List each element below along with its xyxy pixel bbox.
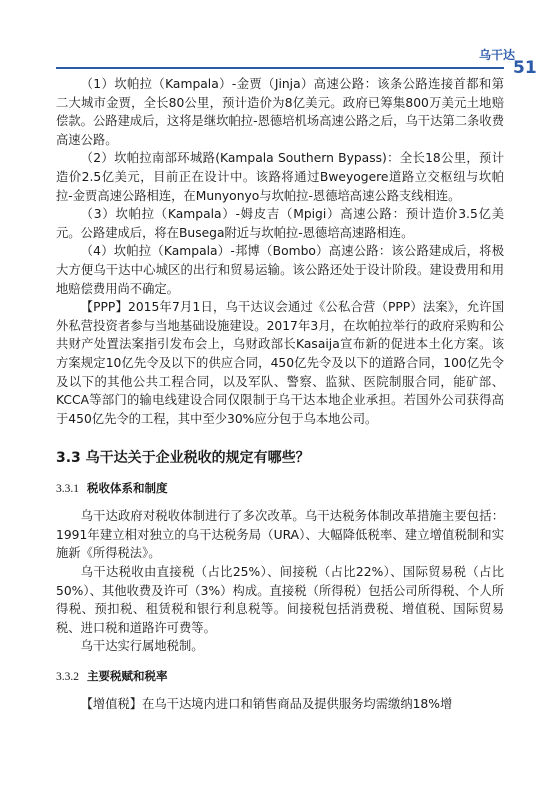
- paragraph-kampala-jinja: （1）坎帕拉（Kampala）-金贾（Jinja）高速公路：该条公路连接首都和第二大城市金贾，全长80公里，预计造价为8亿美元。政府已筹集800万美元土地赔偿款。公路建成后，这将是继坎帕拉-恩德培机场高速公路之后，乌干达第二条收费高速公路。: [56, 77, 504, 147]
- subsection-title-tax-rates: [56, 668, 504, 685]
- subsection-text: 主要税赋和税率: [87, 669, 168, 684]
- header-rule: [56, 67, 504, 69]
- paragraph-territorial-tax: 乌干达实行属地税制。: [80, 639, 204, 654]
- subsection-number: 3.3.1: [56, 483, 79, 496]
- subsection-number: 3.3.2: [56, 671, 79, 684]
- page-body: [56, 75, 504, 714]
- paragraph-kampala-mpigi: （3）坎帕拉（Kampala）-姆皮吉（Mpigi）高速公路：预计造价3.5亿美元。公路建成后，将在Busega附近与坎帕拉-恩德培高速路相连。: [56, 207, 504, 240]
- subsection-title-tax-system: [56, 480, 504, 497]
- paragraph-vat: 【增值税】在乌干达境内进口和销售商品及提供服务均需缴纳18%增: [80, 697, 453, 712]
- page-number: 51: [513, 58, 537, 78]
- paragraph-southern-bypass: （2）坎帕拉南部环城路(Kampala Southern Bypass)：全长18公里，预计造价2.5亿美元，目前正在设计中。该路将通过Bweyogere道路立交枢纽与坎帕拉-金贾高速公路相连，在Munyonyo与坎帕拉-恩德培高速公路支线相连。: [56, 151, 504, 203]
- running-header-country: 乌干达: [479, 48, 516, 62]
- subsection-text: 税收体系和制度: [87, 481, 168, 496]
- paragraph-kampala-bombo: （4）坎帕拉（Kampala）-邦博（Bombo）高速公路：该公路建成后，将极大方便乌干达中心城区的出行和贸易运输。该公路还处于设计阶段。建设费用和用地赔偿费用尚不确定。: [56, 244, 504, 296]
- section-title: 3.3 乌干达关于企业税收的规定有哪些？: [56, 450, 310, 467]
- paragraph-tax-composition: 乌干达税收由直接税（占比25%）、间接税（占比22%）、国际贸易税（占比50%）、其他收费及许可（3%）构成。直接税（所得税）包括公司所得税、个人所得税、预扣税、租赁税和银行利息税等。间接税包括消费税、增值税、国际贸易税、进口税和道路许可费等。: [56, 565, 504, 635]
- paragraph-tax-reform: 乌干达政府对税收体制进行了多次改革。乌干达税务体制改革措施主要包括：1991年建立相对独立的乌干达税务局（URA）、大幅降低税率、建立增值税制和实施新《所得税法》。: [56, 509, 504, 561]
- paragraph-ppp: 【PPP】2015年7月1日，乌干达议会通过《公私合营（PPP）法案》，允许国外私营投资者参与当地基础设施建设。2017年3月，在坎帕拉举行的政府采购和公共财产处置法案指引发布会上，乌财政部长Kasaija宣布新的促进本土化方案。该方案规定10亿先令及以下的供应合同，450亿先令及以下的道路合同，100亿先令及以下的其他公共工程合同，以及军队、警察、监狱、医院制服合同，能矿部、KCCA等部门的输电线建设合同仅限制于乌干达本地企业承担。若国外公司获得高于450亿先令的工程，其中至少30%应分包于乌本地公司。: [56, 300, 504, 426]
